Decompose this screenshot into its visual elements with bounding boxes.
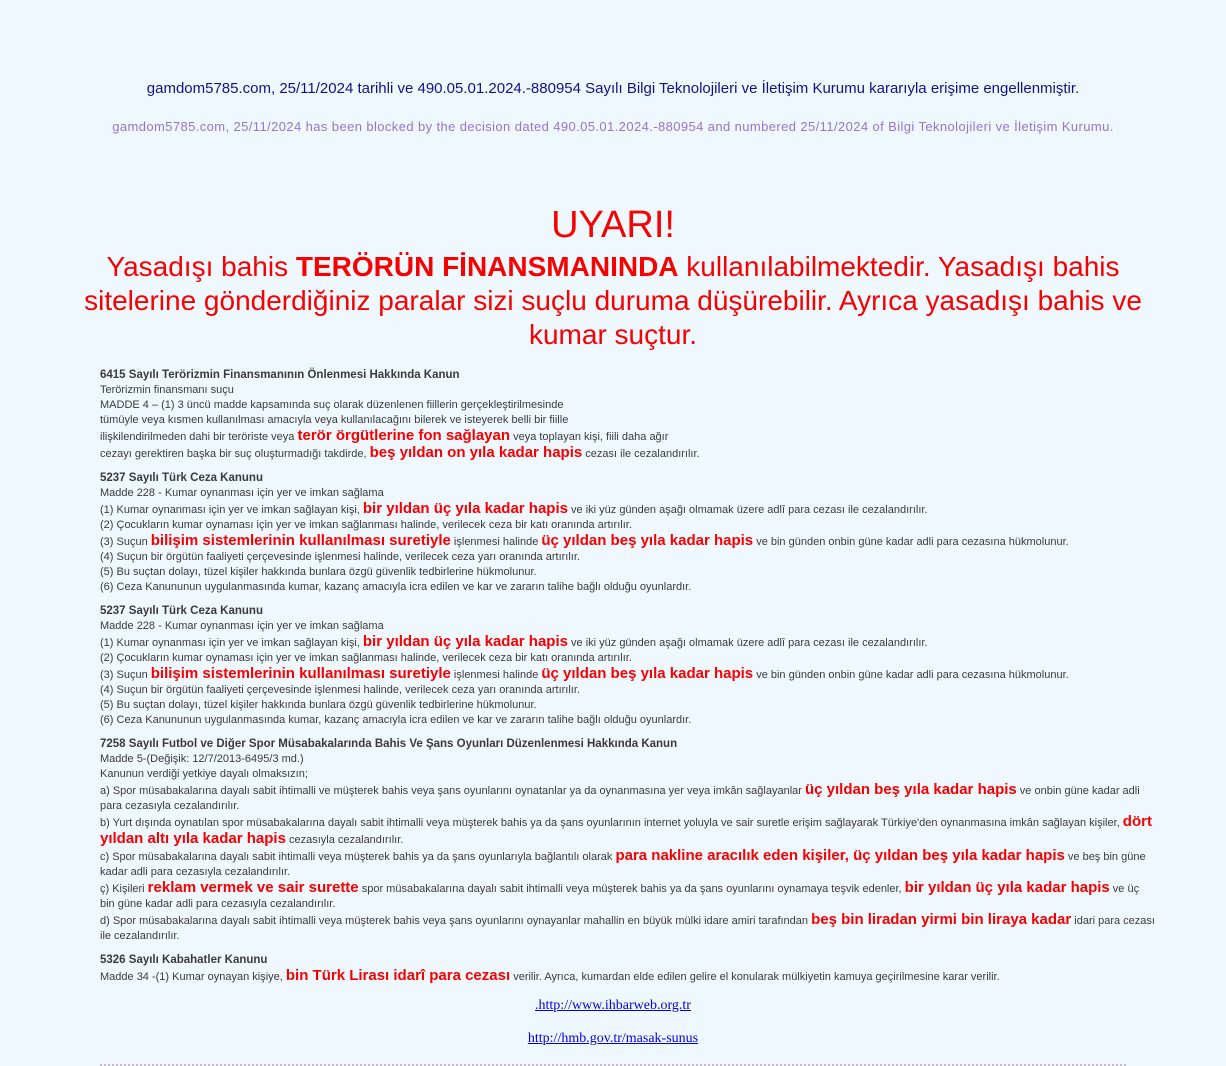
text-segment: Kanunun verdiği yetkiye dayalı olmaksızın; [100, 768, 308, 780]
text-segment: verilir. Ayrıca, kumardan elde edilen gelire el konularak mülkiyetin kamuya geçirilmesine karar verilir. [510, 971, 1000, 983]
ihbarweb-link[interactable]: .http://www.ihbarweb.org.tr [535, 998, 691, 1013]
law-text-line [100, 398, 1156, 413]
text-segment: (1) Kumar oynanması için yer ve imkan sağlayan kişi, [100, 504, 363, 516]
legal-sections [100, 368, 1156, 985]
text-segment: Madde 228 - Kumar oynanması için yer ve imkan sağlama [100, 620, 384, 632]
text-segment: cezayı gerektiren başka bir suç oluşturmadığı takdirde, [100, 448, 370, 460]
masak-sunus-link[interactable]: http://hmb.gov.tr/masak-sunus [527, 1031, 699, 1046]
text-segment: (1) Kumar oynanması için yer ve imkan sağlayan kişi, [100, 637, 363, 649]
text-segment: ve bin günden onbin güne kadar adli para cezasına hükmolunur. [753, 669, 1069, 681]
text-segment: (3) Suçun [100, 669, 151, 681]
text-segment: idari para cezası ile cezalandırılır. [100, 915, 1155, 942]
text-segment: işlenmesi halinde [450, 669, 542, 681]
text-segment: (5) Bu suçtan dolayı, tüzel kişiler hakkında bunlara özgü güvenlik tedbirlerine hükmolunur. [100, 566, 537, 578]
law-text-line [100, 428, 1156, 445]
law-text-line [100, 383, 1156, 398]
block-notice-turkish: gamdom5785.com, 25/11/2024 tarihli ve 490.05.01.2024.-880954 Sayılı Bilgi Teknolojileri ve İletişim Kurumu kararıyla erişime engellenmiştir. [146, 80, 1080, 97]
highlighted-text: üç yıldan beş yıla kadar hapis [541, 532, 754, 549]
law-section-title: 5237 Sayılı Türk Ceza Kanunu [100, 472, 263, 484]
law-section [100, 471, 1156, 595]
text-segment: MADDE 4 – (1) 3 üncü madde kapsamında suç olarak düzenlenen fiillerin gerçekleştirilmesinde [100, 399, 564, 411]
warning-message [83, 250, 1143, 352]
law-text-line [100, 501, 1156, 518]
law-section [100, 737, 1156, 944]
highlighted-text: bir yıldan üç yıla kadar hapis [362, 633, 568, 650]
law-section [100, 368, 1156, 462]
text-segment: ve bin günden onbin güne kadar adli para cezasına hükmolunur. [753, 536, 1069, 548]
text-segment: (4) Suçun bir örgütün faaliyeti çerçevesinde işlenmesi halinde, verilecek ceza yarı oranında artırılır. [100, 684, 580, 696]
link-row [0, 998, 1226, 1014]
block-notice-english: gamdom5785.com, 25/11/2024 has been blocked by the decision dated 490.05.01.2024.-880954 and numbered 25/11/2024 of Bilgi Teknolojileri ve İletişim Kurumu. [112, 119, 1114, 134]
law-text-line [100, 880, 1156, 912]
highlighted-text: terör örgütlerine fon sağlayan [297, 427, 511, 444]
law-text-line [100, 619, 1156, 634]
footer-links [0, 998, 1226, 1047]
text-segment: (2) Çocukların kumar oynaması için yer ve imkan sağlanması halinde, verilecek ceza bir katı oranında artırılır. [100, 519, 632, 531]
text-segment: kullanılabilmektedir. Yasadışı bahis sitelerine gönderdiğiniz paralar sizi suçlu duruma düşürebilir. Ayrıca yasadışı bahis ve kumar suçtur. [84, 251, 1142, 350]
text-segment: ve beş bin güne kadar adli para cezasıyla cezalandırılır. [100, 851, 1146, 878]
highlighted-text: bin Türk Lirası idarî para cezası [285, 967, 511, 984]
text-segment: spor müsabakalarına dayalı sabit ihtimalli veya müşterek bahis ya da şans oyunlarını oynamaya teşvik edenler, [358, 883, 905, 895]
law-text-line [100, 767, 1156, 782]
law-text-line [100, 565, 1156, 580]
highlighted-text: üç yıldan beş yıla kadar hapis [541, 665, 754, 682]
law-text-line [100, 698, 1156, 713]
law-text-line [100, 752, 1156, 767]
text-segment: a) Spor müsabakalarına dayalı sabit ihtimalli ve müşterek bahis veya şans oyunlarını oynatanlar ya da oynanmasına yer veya imkân sağlayanlar [100, 785, 805, 797]
law-text-line [100, 651, 1156, 666]
law-section [100, 953, 1156, 985]
text-segment: ilişkilendirilmeden dahi bir teröriste veya [100, 431, 298, 443]
text-segment: (5) Bu suçtan dolayı, tüzel kişiler hakkında bunlara özgü güvenlik tedbirlerine hükmolunur. [100, 699, 537, 711]
text-segment: ve üç bin güne kadar adli para cezasıyla cezalandırılır. [100, 883, 1140, 910]
text-segment: cezasıyla cezalandırılır. [285, 834, 404, 846]
law-text-line [100, 445, 1156, 462]
text-segment: Yasadışı bahis [106, 251, 296, 282]
text-segment: (2) Çocukların kumar oynaması için yer ve imkan sağlanması halinde, verilecek ceza bir katı oranında artırılır. [100, 652, 632, 664]
text-segment: işlenmesi halinde [450, 536, 542, 548]
highlighted-text: beş bin liradan yirmi bin liraya kadar [811, 911, 1072, 928]
law-section-title: 6415 Sayılı Terörizmin Finansmanının Önlenmesi Hakkında Kanun [100, 369, 460, 381]
text-segment: d) Spor müsabakalarına dayalı sabit ihtimalli veya müşterek bahis veya şans oyunlarını oynayanlar mahallin en büyük mülki idare amiri tarafından [100, 915, 812, 927]
text-segment: (6) Ceza Kanununun uygulanmasında kumar, kazanç amacıyla icra edilen ve kar ve zararın talihe bağlı olduğu oyunlardır. [100, 581, 692, 593]
text-segment: ve iki yüz günden aşağı olmamak üzere adlî para cezası ile cezalandırılır. [567, 504, 928, 516]
text-segment: (4) Suçun bir örgütün faaliyeti çerçevesinde işlenmesi halinde, verilecek ceza yarı oranında artırılır. [100, 551, 580, 563]
text-segment: (3) Suçun [100, 536, 151, 548]
text-segment: (6) Ceza Kanununun uygulanmasında kumar, kazanç amacıyla icra edilen ve kar ve zararın talihe bağlı olduğu oyunlardır. [100, 714, 692, 726]
text-segment: veya toplayan kişi, fiili daha ağır [510, 431, 669, 443]
warning-title: UYARI! [551, 204, 675, 246]
text-segment: tümüyle veya kısmen kullanılması amacıyla veya kullanılacağını bilerek ve isteyerek belli bir fiille [100, 414, 569, 426]
law-section [100, 604, 1156, 728]
highlighted-text: beş yıldan on yıla kadar hapis [369, 444, 583, 461]
law-text-line [100, 486, 1156, 501]
text-segment: Terörizmin finansmanı suçu [100, 384, 234, 396]
highlighted-text: para nakline aracılık eden kişiler, üç yıldan beş yıla kadar hapis [615, 847, 1065, 864]
highlighted-text: reklam vermek ve sair surette [147, 879, 359, 896]
highlighted-text: üç yıldan beş yıla kadar hapis [804, 781, 1017, 798]
highlighted-text: bir yıldan üç yıla kadar hapis [904, 879, 1110, 896]
law-text-line [100, 968, 1156, 985]
text-segment: b) Yurt dışında oynatılan spor müsabakalarına dayalı sabit ihtimalli veya müşterek bahis ya da şans oyunlarının internet yoluyla ve sair suretle erişim sağlayarak Türkiye'den oynanmasına imkân sağlayan kişiler, [100, 817, 1123, 829]
link-row [0, 1031, 1226, 1047]
text-segment: Madde 228 - Kumar oynanması için yer ve imkan sağlama [100, 487, 384, 499]
law-text-line [100, 814, 1156, 848]
law-section-title: 5237 Sayılı Türk Ceza Kanunu [100, 605, 263, 617]
law-section-title: 7258 Sayılı Futbol ve Diğer Spor Müsabakalarında Bahis Ve Şans Oyunları Düzenlenmesi Hakkında Kanun [100, 738, 678, 750]
law-text-line [100, 413, 1156, 428]
law-text-line [100, 533, 1156, 550]
highlighted-text: TERÖRÜN FİNANSMANINDA [295, 251, 679, 282]
text-segment: ve onbin güne kadar adli para cezasıyla cezalandırılır. [100, 785, 1140, 812]
highlighted-text: bir yıldan üç yıla kadar hapis [362, 500, 568, 517]
text-segment: ve iki yüz günden aşağı olmamak üzere adlî para cezası ile cezalandırılır. [567, 637, 928, 649]
law-text-line [100, 713, 1156, 728]
law-text-line [100, 634, 1156, 651]
text-segment: c) Spor müsabakalarına dayalı sabit ihtimalli veya müşterek bahis ya da şans oyunlarıyla bağlantılı olarak [100, 851, 616, 863]
highlighted-text: bilişim sistemlerinin kullanılması suretiyle [150, 665, 451, 682]
law-text-line [100, 550, 1156, 565]
law-text-line [100, 580, 1156, 595]
highlighted-text: dört yıldan altı yıla kadar hapis [100, 813, 1152, 847]
text-segment: Madde 34 -(1) Kumar oynayan kişiye, [100, 971, 286, 983]
law-section-title: 5326 Sayılı Kabahatler Kanunu [100, 954, 268, 966]
law-text-line [100, 666, 1156, 683]
law-text-line [100, 848, 1156, 880]
text-segment: ç) Kişileri [100, 883, 148, 895]
text-segment: cezası ile cezalandırılır. [582, 448, 700, 460]
law-text-line [100, 782, 1156, 814]
text-segment: Madde 5-(Değişik: 12/7/2013-6495/3 md.) [100, 753, 304, 765]
law-text-line [100, 912, 1156, 944]
warning-section [0, 205, 1226, 352]
highlighted-text: bilişim sistemlerinin kullanılması suretiyle [150, 532, 451, 549]
law-text-line [100, 518, 1156, 533]
law-text-line [100, 683, 1156, 698]
